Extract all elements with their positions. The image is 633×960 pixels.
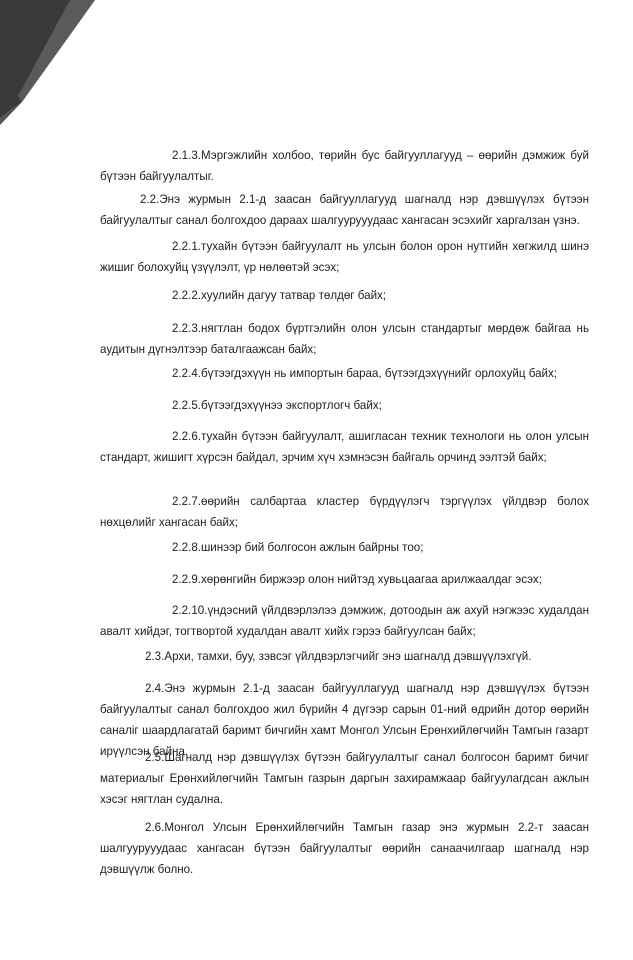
para-2-2-6: 2.2.6.тухайн бүтээн байгуулалт, ашигласан техник технологи нь олон улсын стандарт, жишигт хүрсэн байдал, эрчим хүч хэмнэсэн байгаль орчинд ээлтэй байх; — [100, 430, 589, 464]
para-2-3: 2.3.Архи, тамхи, буу, зэвсэг үйлдвэрлэгчийг энэ шагналд дэвшүүлэхгүй. — [145, 650, 532, 663]
para-2-2-3: 2.2.3.нягтлан бодох бүртгэлийн олон улсын стандартыг мөрдөж байгаа нь аудитын дүгнэлтээр баталгаажсан байх; — [100, 322, 589, 356]
para-2-2: 2.2.Энэ журмын 2.1-д заасан байгууллагууд шагналд нэр дэвшүүлэх бүтээн байгуулалтыг санал болгохдоо дараах шалгуурууудаас хангасан эсэхийг харгалзан үзнэ. — [100, 193, 589, 227]
para-2-2-8: 2.2.8.шинээр бий болгосон ажлын байрны тоо; — [172, 541, 424, 554]
para-2-2-7: 2.2.7.өөрийн салбартаа кластер бүрдүүлэгч тэргүүлэх үйлдвэр болох нөхцөлийг хангасан байх; — [100, 495, 589, 529]
para-2-2-9: 2.2.9.хөрөнгийн биржээр олон нийтэд хувьцаагаа арилжаалдаг эсэх; — [172, 573, 542, 586]
para-2-2-2: 2.2.2.хуулийн дагуу татвар төлдөг байх; — [172, 289, 387, 302]
para-2-6: 2.6.Монгол Улсын Ерөнхийлөгчийн Тамгын газар энэ журмын 2.2-т заасан шалгуурууудаас хангасан бүтээн байгуулалтыг өөрийн санаачилгаар шагналд нэр дэвшүүлж болно. — [100, 821, 589, 876]
para-2-1-3: 2.1.3.Мэргэжлийн холбоо, төрийн бус байгууллагууд – өөрийн дэмжиж буй бүтээн байгуулалтыг. — [100, 149, 589, 183]
para-2-4: 2.4.Энэ журмын 2.1-д заасан байгууллагууд шагналд нэр дэвшүүлэх бүтээн байгуулалтыг санал болгохдоо жил бүрийн 4 дүгээр сарын 01-ний өдрийн дотор өөрийн саналіг шаардлагатай баримт бичгийн хамт Монгол Улсын Ерөнхийлөгчийн Тамгын газарт ирүүлсэн байна. — [100, 682, 589, 758]
para-2-5: 2.5.Шагналд нэр дэвшүүлэх бүтээн байгуулалтыг санал болгосон баримт бичиг материалыг Ерөнхийлөгчийн Тамгын газрын даргын захирамжаар байгуулагдсан ажлын хэсэг нягтлан судална. — [100, 751, 589, 806]
para-2-2-10: 2.2.10.үндэсний үйлдвэрлэлээ дэмжиж, дотоодын аж ахуй нэгжээс худалдан авалт хийдэг, тогтвортой худалдан авалт хийх гэрээ байгуулсан байх; — [100, 604, 589, 638]
para-2-2-1: 2.2.1.тухайн бүтээн байгуулалт нь улсын болон орон нутгийн хөгжилд шинэ жишиг болохуйц үзүүлэлт, үр нөлөөтэй эсэх; — [100, 240, 589, 274]
para-2-2-4: 2.2.4.бүтээгдэхүүн нь импортын бараа, бүтээгдэхүүнийг орлохуйц байх; — [172, 367, 558, 380]
para-2-2-5: 2.2.5.бүтээгдэхүүнээ экспортлогч байх; — [172, 399, 382, 412]
